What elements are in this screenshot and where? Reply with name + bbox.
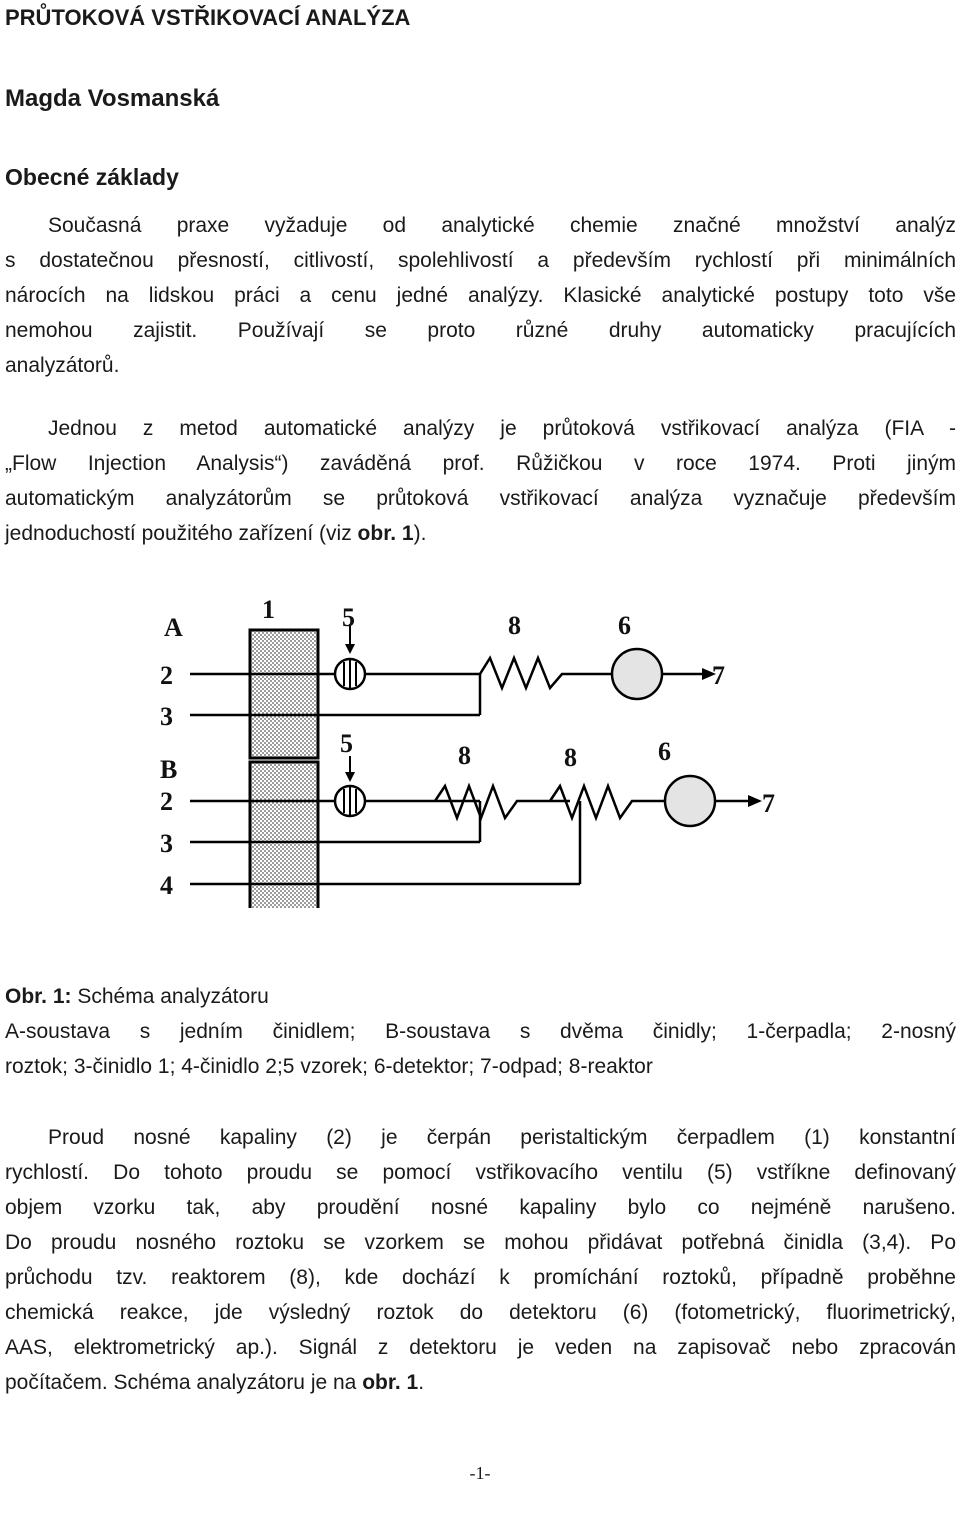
- reactor-coil-a: [480, 658, 612, 688]
- paragraph-line: Jednou z metod automatické analýzy je průtoková vstřikovací analýza (FIA -: [48, 417, 956, 440]
- detector-a: [612, 649, 662, 699]
- pump-a: [250, 630, 318, 758]
- paragraph-line: chemická reakce, jde výsledný roztok do detektoru (6) (fotometrický, fluorimetrický,: [5, 1301, 956, 1324]
- label-reactor-b2: 8: [564, 743, 577, 772]
- label-reactor-a: 8: [508, 611, 521, 640]
- figure-reference: obr. 1: [357, 522, 414, 545]
- label-system-b: B: [160, 755, 178, 784]
- paragraph-line: Proud nosné kapaliny (2) je čerpán peristaltickým čerpadlem (1) konstantní: [48, 1126, 956, 1149]
- paragraph-line: nemohou zajistit. Používají se proto různé druhy automaticky pracujících: [5, 319, 956, 342]
- paragraph-line: „Flow Injection Analysis“) zaváděná prof. Růžičkou v roce 1974. Proti jiným: [5, 452, 956, 475]
- paragraph-line: nárocích na lidskou práci a cenu jedné analýzy. Klasické analytické postupy toto vše: [5, 284, 956, 307]
- caption-line: roztok; 3-činidlo 1; 4-činidlo 2;5 vzorek; 6-detektor; 7-odpad; 8-reaktor: [5, 1055, 653, 1078]
- label-reagent2-b: 4: [160, 871, 173, 900]
- pump-b: [250, 762, 318, 908]
- paragraph-text: .: [418, 1371, 425, 1394]
- caption-text: Schéma analyzátoru: [71, 985, 269, 1008]
- caption-label: Obr. 1:: [5, 985, 72, 1008]
- paragraph-line: [5, 1366, 956, 1400]
- paragraph-text: počítačem. Schéma analyzátoru je na: [5, 1371, 363, 1394]
- label-pump: 1: [262, 595, 275, 624]
- label-valve-a: 5: [342, 603, 355, 632]
- caption-title: [5, 980, 956, 1014]
- page-number: -1-: [469, 1463, 491, 1483]
- sample-arrow-head-b: [345, 772, 355, 782]
- paragraph-text: ).: [413, 522, 427, 545]
- paragraph-line: průchodu tzv. reaktorem (8), kde dochází k promíchání roztoků, případně proběhne: [5, 1266, 956, 1289]
- paragraph-line: rychlostí. Do tohoto proudu se pomocí vstřikovacího ventilu (5) vstříkne definovaný: [5, 1161, 956, 1184]
- section-heading: Obecné základy: [5, 164, 179, 190]
- paragraph-line: analyzátorů.: [5, 354, 120, 377]
- label-detector-a: 6: [618, 611, 631, 640]
- paragraph-line: automatickým analyzátorům se průtoková vstřikovací analýza vyznačuje především: [5, 487, 956, 510]
- paragraph-text: jednoduchostí použitého zařízení (viz: [5, 522, 358, 545]
- document-title: PRŮTOKOVÁ VSTŘIKOVACÍ ANALÝZA: [5, 5, 411, 30]
- author-name: Magda Vosmanská: [5, 85, 220, 112]
- label-carrier-b: 2: [160, 787, 173, 816]
- label-reagent1-a: 3: [160, 702, 173, 731]
- waste-arrow-b: [748, 795, 762, 807]
- label-reagent1-b: 3: [160, 829, 173, 858]
- label-detector-b: 6: [658, 737, 671, 766]
- label-carrier-a: 2: [160, 661, 173, 690]
- paragraph-line: [5, 517, 956, 551]
- label-waste-b: 7: [762, 789, 775, 818]
- label-waste-a: 7: [712, 661, 725, 690]
- paragraph-line: AAS, elektrometrický ap.). Signál z detektoru je veden na zapisovač nebo zpracován: [5, 1336, 956, 1359]
- figure-reference: obr. 1: [362, 1371, 419, 1394]
- paragraph-line: Do proudu nosného roztoku se vzorkem se mohou přidávat potřebná činidla (3,4). Po: [5, 1231, 956, 1254]
- paragraph-line: objem vzorku tak, aby proudění nosné kapaliny bylo co nejméně narušeno.: [5, 1196, 956, 1219]
- fia-schematic-figure: [150, 588, 790, 908]
- label-system-a: A: [164, 613, 183, 642]
- label-valve-b: 5: [340, 729, 353, 758]
- caption-line: A-soustava s jedním činidlem; B-soustava s dvěma činidly; 1-čerpadla; 2-nosný: [5, 1020, 956, 1043]
- paragraph-line: Současná praxe vyžaduje od analytické chemie značné množství analýz: [48, 214, 956, 237]
- sample-arrow-head-a: [345, 644, 355, 654]
- label-reactor-b1: 8: [458, 741, 471, 770]
- paragraph-line: s dostatečnou přesností, citlivostí, spolehlivostí a především rychlostí při minimálních: [5, 249, 956, 272]
